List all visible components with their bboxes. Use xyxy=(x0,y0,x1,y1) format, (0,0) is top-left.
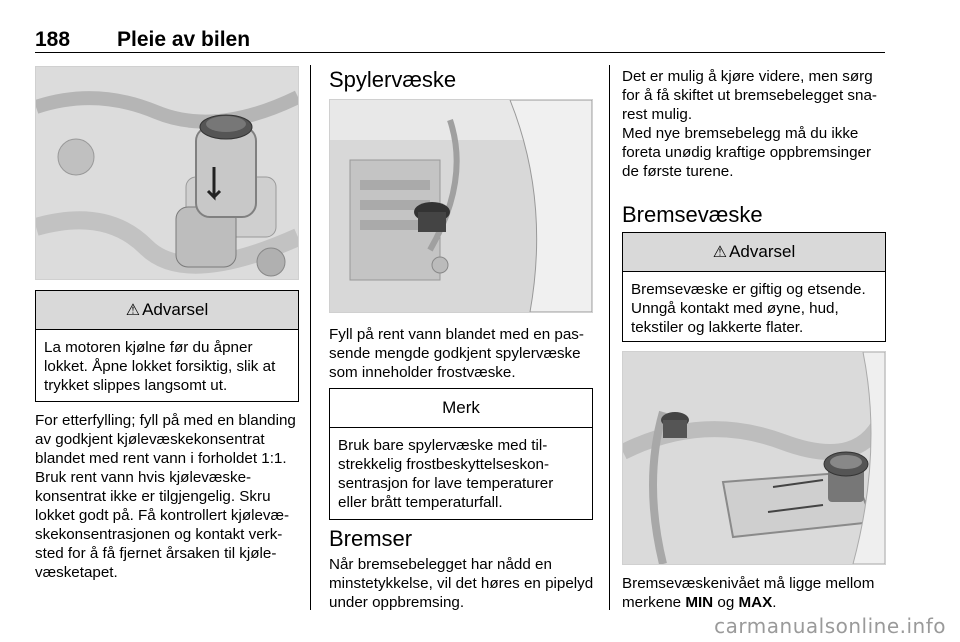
note-header xyxy=(330,389,592,428)
caption-and: og xyxy=(713,594,739,611)
brakes-heading: Bremser xyxy=(329,526,413,551)
page-title: Pleie av bilen xyxy=(117,28,251,51)
washer-fluid-heading: Spylervæske xyxy=(329,67,457,92)
caption-min: MIN xyxy=(685,594,714,611)
brake-fluid-image xyxy=(622,351,886,565)
coolant-refill-paragraph: For etterfylling; fyll på med en blanding av godkjent kjølevæskekonsentrat blandet med rent vann i forholdet 1:1. Bruk rent vann hvis kjølevæskekonsentrat ikke er tilgjengelig. Skru lokket godt på. Få kontrollert kjølevæskekonsentrasjonen og kontakt verksted for å få fjernet årsaken til kjølevæsketapet. xyxy=(35,412,296,581)
page-number: 188 xyxy=(35,28,71,51)
caption-max: MAX xyxy=(738,594,773,611)
new-brakes-paragraph: Med nye bremsebelegg må du ikke foreta unødig kraftige oppbremsinger de første turene. xyxy=(622,125,872,180)
brakes-continue-paragraph: Det er mulig å kjøre videre, men sørg for å få skiftet ut bremsebelegget snarest mulig. xyxy=(622,68,877,123)
warning-triangle-icon: ⚠ xyxy=(125,302,141,319)
note-body: Bruk bare spylervæske med tilstrekkelig frostbeskyttelseskonsentrasjon for lave temperaturer eller brått temperaturfall. xyxy=(338,437,554,511)
coolant-reservoir-image xyxy=(35,66,299,280)
column-divider-2 xyxy=(609,65,610,610)
warning-title: Advarsel xyxy=(142,300,209,319)
warning-body: Bremsevæske er giftig og etsende. Unngå kontakt med øyne, hud, tekstiler og lakkerte flater. xyxy=(631,281,866,336)
note-title: Merk xyxy=(442,398,480,417)
washer-note-box xyxy=(329,388,593,520)
brake-fluid-heading: Bremsevæske xyxy=(622,202,763,227)
brake-fluid-warning-box xyxy=(622,232,886,342)
warning-header xyxy=(36,291,298,330)
warning-body: La motoren kjølne før du åpner lokket. Åpne lokket forsiktig, slik at trykket slippes langsomt ut. xyxy=(44,339,276,394)
page-header xyxy=(35,22,885,53)
watermark-text: carmanualsonline.info xyxy=(714,614,946,638)
warning-triangle-icon: ⚠ xyxy=(712,244,728,261)
brakes-paragraph: Når bremsebelegget har nådd en minstetykkelse, vil det høres en pipelyd under oppbremsing. xyxy=(329,556,594,611)
warning-title: Advarsel xyxy=(729,242,796,261)
caption-end: . xyxy=(772,594,777,611)
coolant-warning-box xyxy=(35,290,299,402)
brake-fluid-caption xyxy=(622,574,890,612)
column-divider-1 xyxy=(310,65,311,610)
warning-header xyxy=(623,233,885,272)
caption-text: Bremsevæskenivået må ligge mellom merkene xyxy=(622,575,875,611)
washer-fluid-image xyxy=(329,99,593,313)
washer-fluid-paragraph: Fyll på rent vann blandet med en passende mengde godkjent spylervæske som inneholder frostvæske. xyxy=(329,326,584,381)
